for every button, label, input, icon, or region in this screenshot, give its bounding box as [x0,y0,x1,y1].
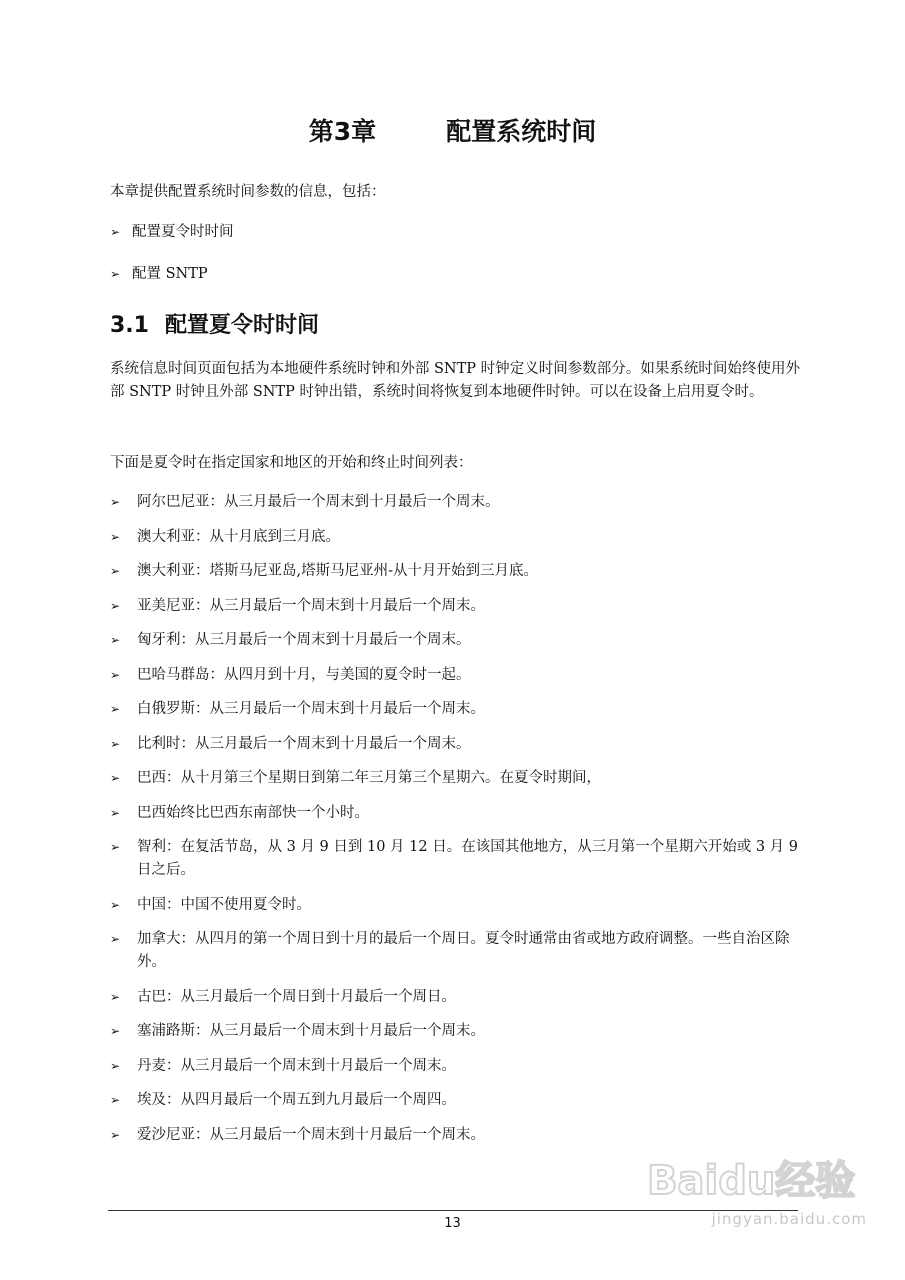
toc-item [110,220,234,241]
list-item [110,1055,810,1078]
bullet-arrow-icon: ➢ [110,564,121,578]
list-item [110,629,810,652]
bullet-arrow-icon: ➢ [110,1024,121,1038]
chapter-title [0,112,905,148]
chapter-title-text: 配置系统时间 [446,117,597,146]
list-item-text: 古巴：从三月最后一个周日到十月最后一个周日。 [137,988,456,1005]
baidu-watermark [647,1140,867,1250]
list-item-text: 白俄罗斯：从三月最后一个周末到十月最后一个周末。 [137,701,485,717]
baidu-jingyan-logo [647,1148,867,1208]
list-item [110,1089,810,1112]
bullet-arrow-icon: ➢ [110,1058,121,1073]
bullet-arrow-icon: ➢ [110,897,121,912]
bullet-arrow-icon: ➢ [110,932,121,946]
list-item [110,560,810,583]
list-item [110,986,810,1009]
list-item-text: 亚美尼亚：从三月最后一个周末到十月最后一个周末。 [137,597,485,614]
toc-item-label: 配置 SNTP [132,266,208,282]
bullet-arrow-icon: ➢ [110,633,121,647]
bullet-arrow-icon: ➢ [110,1093,121,1107]
list-item [110,733,810,756]
list-item [110,894,810,917]
list-item-text: 中国：中国不使用夏令时。 [137,896,311,913]
page-number: 13 [444,1216,461,1231]
bullet-arrow-icon: ➢ [110,736,121,751]
list-item-text: 爱沙尼亚：从三月最后一个周末到十月最后一个周末。 [137,1126,485,1143]
list-item-text: 澳大利亚：从十月底到三月底。 [137,528,340,545]
body-paragraph: 系统信息时间页面包括为本地硬件系统时钟和外部 SNTP 时钟定义时间参数部分。如果系统时间始终使用外部 SNTP 时钟且外部 SNTP 时钟出错，系统时间将恢复到本地硬件时钟。可以在设备上启用夏令时。 [110,361,800,400]
watermark-url: jingyan.baidu.com [711,1210,867,1228]
list-item-text: 巴哈马群岛：从四月到十月，与美国的夏令时一起。 [137,666,471,683]
section-heading [110,308,319,339]
bullet-arrow-icon: ➢ [110,667,121,682]
chapter-number: 第3章 [308,117,377,146]
bullet-arrow-icon: ➢ [110,598,121,613]
bullet-arrow-icon: ➢ [110,989,121,1004]
section-number: 3.1 [110,313,149,338]
bullet-arrow-icon: ➢ [110,225,121,239]
list-item [110,664,810,687]
list-item-text: 巴西始终比巴西东南部快一个小时。 [137,804,369,821]
bullet-arrow-icon: ➢ [110,805,121,820]
bullet-arrow-icon: ➢ [110,495,121,509]
list-item-text: 埃及：从四月最后一个周五到九月最后一个周四。 [137,1092,456,1108]
list-item-text: 巴西：从十月第三个星期日到第二年三月第三个星期六。在夏令时期间， [137,770,601,786]
list-item [110,928,810,974]
list-item-text: 匈牙利：从三月最后一个周末到十月最后一个周末。 [137,632,471,648]
list-item [110,698,810,721]
bullet-arrow-icon: ➢ [110,771,121,785]
intro-text: 本章提供配置系统时间参数的信息，包括： [110,184,386,200]
body-paragraph: 下面是夏令时在指定国家和地区的开始和终止时间列表： [110,455,473,471]
list-item-text: 澳大利亚：塔斯马尼亚岛,塔斯马尼亚州-从十月开始到三月底。 [137,563,539,579]
list-item [110,526,810,549]
list-item-text: 阿尔巴尼亚：从三月最后一个周末到十月最后一个周末。 [137,494,500,510]
list-item-text: 比利时：从三月最后一个周末到十月最后一个周末。 [137,735,471,752]
bullet-arrow-icon: ➢ [110,1127,121,1142]
list-item [110,595,810,618]
svg-text:Baidu经验: Baidu经验 [647,1158,856,1204]
section-title: 配置夏令时时间 [165,313,320,338]
bullet-arrow-icon: ➢ [110,840,121,854]
list-item [110,802,810,825]
bullet-arrow-icon: ➢ [110,702,121,716]
list-item-text: 加拿大：从四月的第一个周日到十月的最后一个周日。夏令时通常由省或地方政府调整。一些自治区除外。 [137,931,790,970]
list-item [110,836,810,882]
list-item-text: 塞浦路斯：从三月最后一个周末到十月最后一个周末。 [137,1023,485,1039]
toc-item [110,262,208,283]
list-item [110,491,810,514]
list-item-text: 智利：在复活节岛，从 3 月 9 日到 10 月 12 日。在该国其他地方，从三月第一个星期六开始或 3 月 9 日之后。 [137,839,798,878]
list-item-text: 丹麦：从三月最后一个周末到十月最后一个周末。 [137,1057,456,1074]
list-item [110,767,810,790]
bullet-arrow-icon: ➢ [110,267,121,281]
list-item [110,1020,810,1043]
bullet-arrow-icon: ➢ [110,529,121,544]
toc-item-label: 配置夏令时时间 [132,224,234,240]
dst-country-list [110,491,810,1158]
